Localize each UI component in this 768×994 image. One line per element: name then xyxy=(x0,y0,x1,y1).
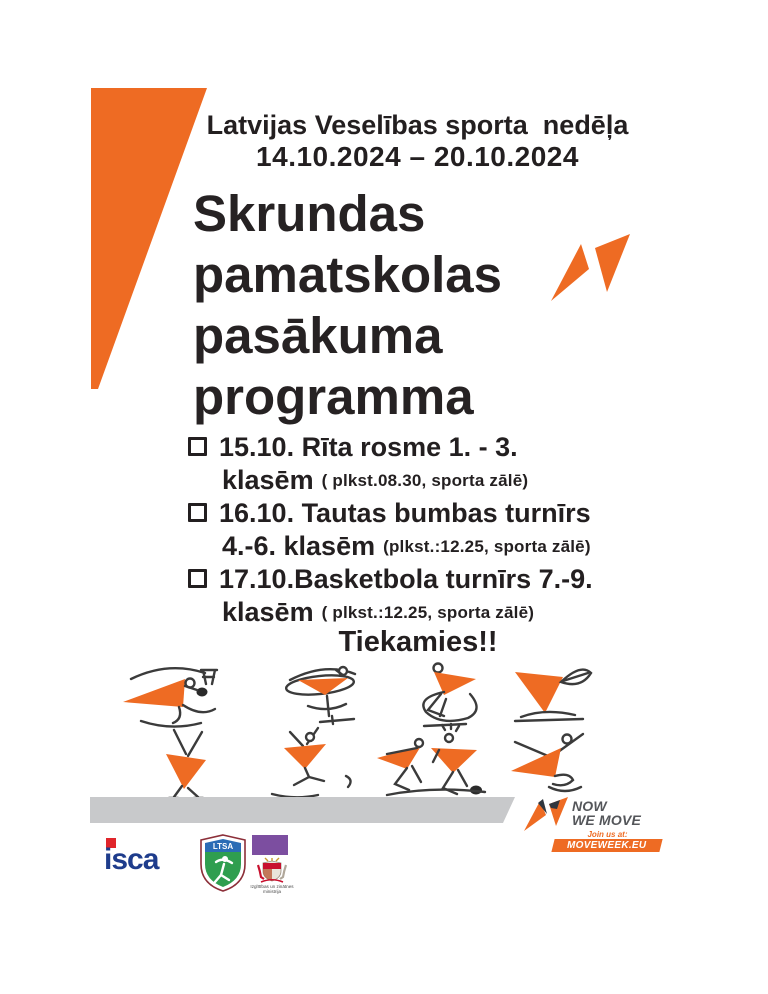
program-item xyxy=(188,563,708,629)
ministry-caption-line-1: Izglītības un zinātnes xyxy=(250,884,294,889)
move-arrow-icon xyxy=(549,233,633,304)
nowwemove-arrow-icon xyxy=(523,796,569,832)
join-us-text: Join us at: xyxy=(587,830,628,839)
program-item-3-line-2: klasēm xyxy=(222,597,314,627)
figure-basketball-player-icon xyxy=(113,657,235,731)
program-item-2-line-1: 16.10. Tautas bumbas turnīrs xyxy=(219,498,591,528)
nowwemove-line-1: NOW xyxy=(572,798,607,814)
moveweek-site-banner xyxy=(551,839,662,852)
ltsa-logo-text: LTSA xyxy=(212,842,234,851)
figure-ball-game-players-icon xyxy=(373,722,495,802)
program-item xyxy=(188,497,708,563)
program-item-3-detail: ( plkst.:12.25, sporta zālē) xyxy=(321,602,535,622)
title-line-1: Skrundas xyxy=(193,185,426,242)
poster-title xyxy=(193,183,502,427)
figure-cyclist-icon xyxy=(260,724,368,800)
program-item-1-line-1: 15.10. Rīta rosme 1. - 3. xyxy=(219,432,518,462)
header-line-1: Latvijas Veselības sporta nedēļa xyxy=(206,110,629,140)
program-item-3-line-1: 17.10.Basketbola turnīrs 7.-9. xyxy=(219,564,593,594)
title-line-2: pamatskolas xyxy=(193,246,502,303)
title-line-3: pasākuma xyxy=(193,307,443,364)
poster-header xyxy=(190,110,645,172)
ministry-caption xyxy=(242,884,302,895)
ministry-purple-banner xyxy=(252,835,288,855)
isca-logo-text: isca xyxy=(104,843,159,872)
isca-logo xyxy=(104,838,194,872)
checkbox-icon xyxy=(188,437,207,456)
checkbox-icon xyxy=(188,503,207,522)
nowwemove-line-2: WE MOVE xyxy=(572,812,642,828)
moveweek-site-text: MOVEWEEK.EU xyxy=(567,840,647,851)
figure-handstand-icon xyxy=(136,726,224,800)
ministry-coat-of-arms xyxy=(257,857,287,884)
closing-text: Tiekamies!! xyxy=(338,626,498,658)
header-line-2: 14.10.2024 – 20.10.2024 xyxy=(256,141,579,172)
checkbox-icon xyxy=(188,569,207,588)
ltsa-logo xyxy=(198,834,248,892)
program-item-1-line-2: klasēm xyxy=(222,465,314,495)
figure-crouching-exerciser-icon xyxy=(396,658,488,732)
footer-gray-bar xyxy=(90,797,515,823)
nowwemove-wordmark xyxy=(572,799,692,827)
program-item-1-detail: ( plkst.08.30, sporta zālē) xyxy=(321,470,529,490)
program-item xyxy=(188,431,708,497)
title-line-4: programma xyxy=(193,368,474,425)
figure-spinning-dancer-icon xyxy=(270,658,368,732)
figure-floor-stretch-icon xyxy=(503,726,595,798)
program-list xyxy=(188,431,708,629)
figure-seated-yoga-icon xyxy=(503,660,595,730)
program-item-2-detail: (plkst.:12.25, sporta zālē) xyxy=(383,536,591,556)
program-item-2-line-2: 4.-6. klasēm xyxy=(222,531,376,561)
ministry-caption-line-2: ministrija xyxy=(262,889,282,895)
